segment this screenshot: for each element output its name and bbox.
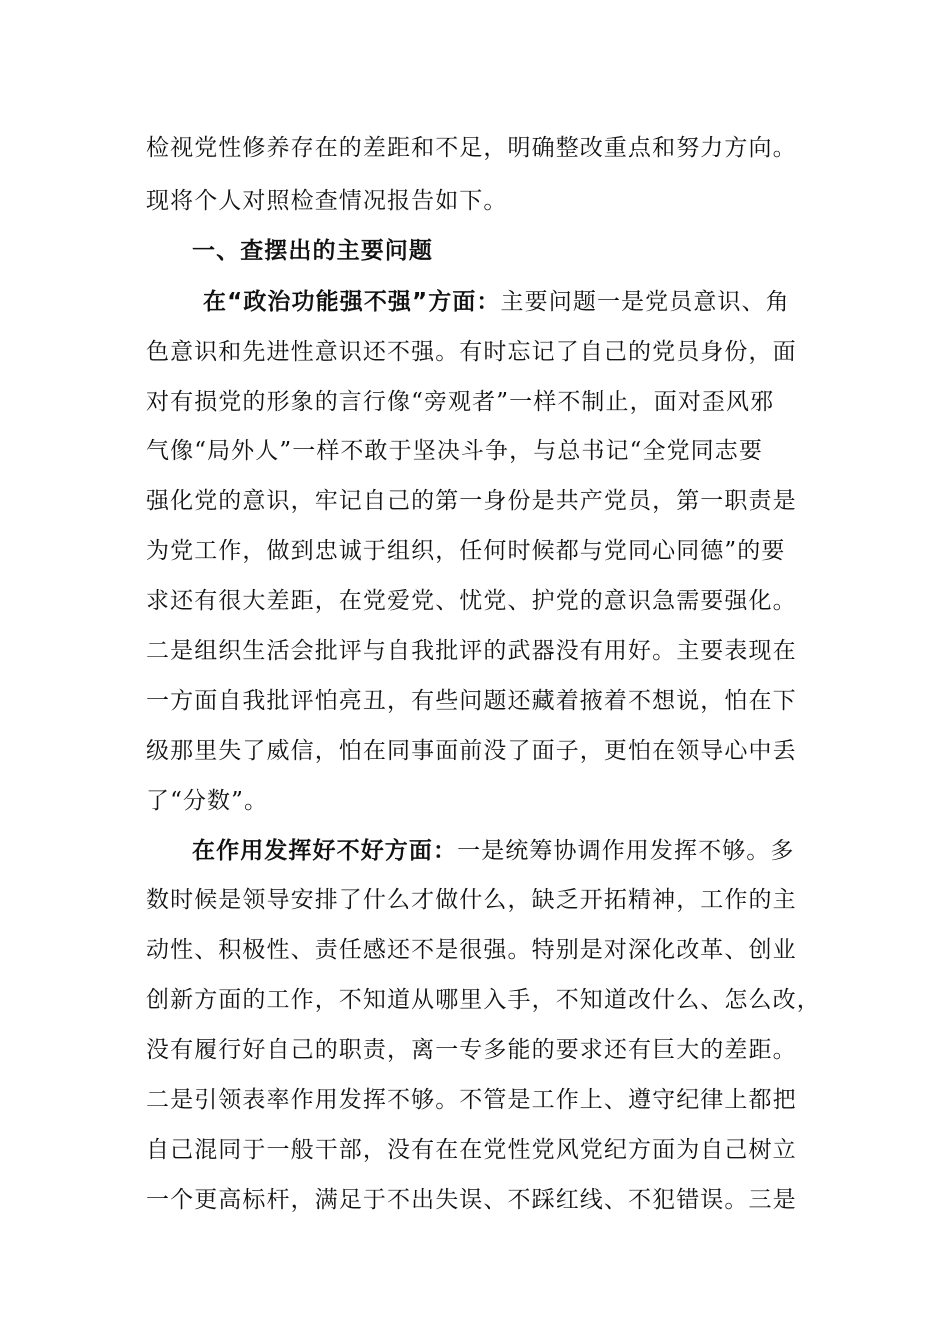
body-text-line: 自己混同于一般干部，没有在在党性党风党纪方面为自己树立	[146, 1137, 797, 1163]
body-text-line: 级那里失了威信，怕在同事面前没了面子，更怕在领导心中丢	[146, 738, 797, 764]
paragraph-first-line	[192, 836, 872, 866]
body-text-line: 二是组织生活会批评与自我批评的武器没有用好。主要表现在	[146, 638, 797, 664]
paragraph-lead: 在作用发挥好不好方面：	[192, 838, 458, 864]
body-text-line: 检视党性修养存在的差距和不足，明确整改重点和努力方向。	[146, 135, 797, 161]
body-text-line: 二是引领表率作用发挥不够。不管是工作上、遵守纪律上都把	[146, 1087, 797, 1113]
body-text-line: 求还有很大差距，在党爱党、忧党、护党的意识急需要强化。	[146, 588, 797, 614]
paragraph-first-line	[203, 287, 883, 317]
body-text-line: 动性、积极性、责任感还不是很强。特别是对深化改革、创业	[146, 937, 797, 963]
paragraph-text: 主要问题一是党员意识、角	[500, 289, 790, 315]
body-text-line: 一方面自我批评怕亮丑，有些问题还藏着掖着不想说，怕在下	[146, 688, 797, 714]
body-text-line: 没有履行好自己的职责，离一专多能的要求还有巨大的差距。	[146, 1037, 797, 1063]
body-text-line: 数时候是领导安排了什么才做什么，缺乏开拓精神，工作的主	[146, 887, 797, 913]
body-text-line: 色意识和先进性意识还不强。有时忘记了自己的党员身份，面	[146, 339, 797, 365]
body-text-line: 创新方面的工作，不知道从哪里入手，不知道改什么、怎么改，	[146, 987, 821, 1013]
paragraph-text: 一是统筹协调作用发挥不够。多	[457, 838, 795, 864]
body-text-line: 气像“局外人”一样不敢于坚决斗争，与总书记“全党同志要	[146, 438, 763, 464]
section-heading: 一、查摆出的主要问题	[192, 238, 433, 264]
body-text-line: 了“分数”。	[146, 788, 269, 814]
body-text-line: 强化党的意识，牢记自己的第一身份是共产党员，第一职责是	[146, 488, 797, 514]
body-text-line: 对有损党的形象的言行像“旁观者”一样不制止，面对歪风邪	[146, 389, 775, 415]
paragraph-lead: 在“政治功能强不强”方面：	[203, 289, 501, 315]
body-text-line: 一个更高标杆，满足于不出失误、不踩红线、不犯错误。三是	[146, 1187, 797, 1213]
body-text-line: 现将个人对照检查情况报告如下。	[146, 188, 508, 214]
body-text-line: 为党工作，做到忠诚于组织，任何时候都与党同心同德”的要	[146, 538, 786, 564]
